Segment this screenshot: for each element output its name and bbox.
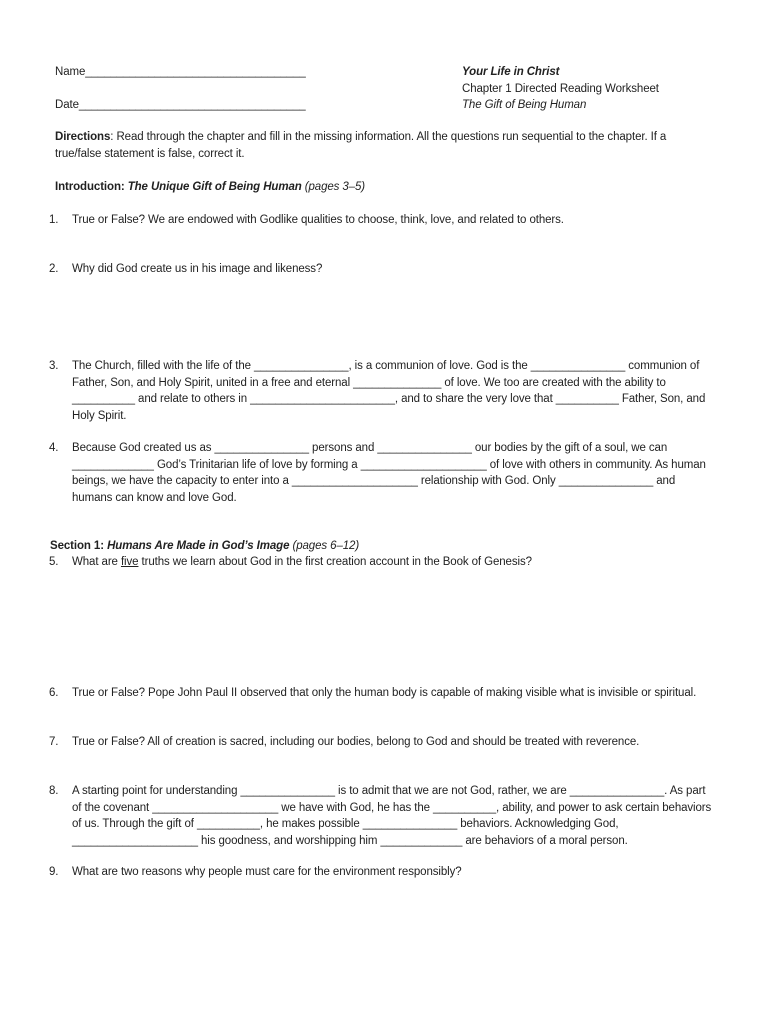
question-2: [49, 261, 717, 278]
question-3: [49, 358, 717, 424]
question-text: What are two reasons why people must care for the environment responsibly?: [72, 866, 462, 878]
directions: [55, 129, 715, 162]
question-number: 6.: [49, 687, 59, 699]
chapter-title: The Gift of Being Human: [462, 99, 587, 111]
question-text: True or False? All of creation is sacred, including our bodies, belong to God and should be treated with reverence.: [72, 736, 640, 748]
section-1-label: Section 1:: [50, 540, 108, 552]
question-text-after: truths we learn about God in the first creation account in the Book of Genesis?: [138, 556, 532, 568]
question-text: Because God created us as _______________ persons and _______________ our bodies by the gift of a soul, we can _____________ God’s Trinitarian life of love by forming a ____________________ of love with others in community. As human beings, we have the capacity to enter into a ____________________ relationship with God. Only _______________ and humans can know and love God.: [72, 442, 706, 504]
question-9: [49, 864, 717, 881]
question-text: The Church, filled with the life of the _______________, is a communion of love. God is the _______________ communion of Father, Son, and Holy Spirit, united in a free and eternal ______________ of love. We too are created with the ability to __________ and relate to others in _______________________, and to share the very love that __________ Father, Son, and Holy Spirit.: [72, 360, 706, 422]
intro-label: Introduction:: [55, 181, 128, 193]
intro-pages: (pages 3–5): [301, 181, 366, 193]
intro-title: The Unique Gift of Being Human: [127, 181, 302, 193]
directions-label: Directions: [55, 131, 111, 143]
question-4: [49, 440, 717, 506]
section-1-pages: (pages 6–12): [289, 540, 360, 552]
date-field[interactable]: Date____________________________________: [55, 99, 306, 111]
question-text: A starting point for understanding _______________ is to admit that we are not God, rather, we are _______________. As part of the covenant ____________________ we have with God, he has the __________, ability, and power to ask certain behaviors of us. Through the gift of __________, he makes possible _______________ behaviors. Acknowledging God, ____________________ his goodness, and worshipping him _____________ are behaviors of a moral person.: [72, 785, 712, 847]
question-number: 9.: [49, 866, 59, 878]
section-1-heading: [50, 538, 710, 555]
name-field[interactable]: Name___________________________________: [55, 66, 306, 78]
question-text-before: What are: [72, 556, 121, 568]
directions-text: : Read through the chapter and fill in the missing information. All the questions run sequential to the chapter. If a true/false statement is false, correct it.: [55, 131, 667, 160]
question-number: 2.: [49, 263, 59, 275]
question-text: True or False? Pope John Paul II observed that only the human body is capable of making visible what is invisible or spiritual.: [72, 687, 697, 699]
question-text: True or False? We are endowed with Godlike qualities to choose, think, love, and related to others.: [72, 214, 564, 226]
question-number: 1.: [49, 214, 59, 226]
question-5: [49, 554, 717, 571]
question-7: [49, 734, 717, 751]
worksheet-header: [462, 64, 722, 114]
question-number: 7.: [49, 736, 59, 748]
book-title: Your Life in Christ: [462, 66, 560, 78]
question-1: [49, 212, 717, 229]
question-text: Why did God create us in his image and likeness?: [72, 263, 323, 275]
worksheet-title: Chapter 1 Directed Reading Worksheet: [462, 82, 659, 95]
question-text-underlined: five: [120, 556, 139, 568]
intro-heading: [55, 179, 715, 196]
question-text: [72, 554, 717, 571]
question-number: 4.: [49, 442, 59, 454]
question-number: 3.: [49, 360, 59, 372]
question-number: 5.: [49, 556, 59, 568]
question-6: [49, 685, 717, 702]
question-8: [49, 783, 717, 849]
student-info: [55, 64, 375, 130]
question-number: 8.: [49, 785, 59, 797]
section-1-title: Humans Are Made in God’s Image: [107, 540, 290, 552]
